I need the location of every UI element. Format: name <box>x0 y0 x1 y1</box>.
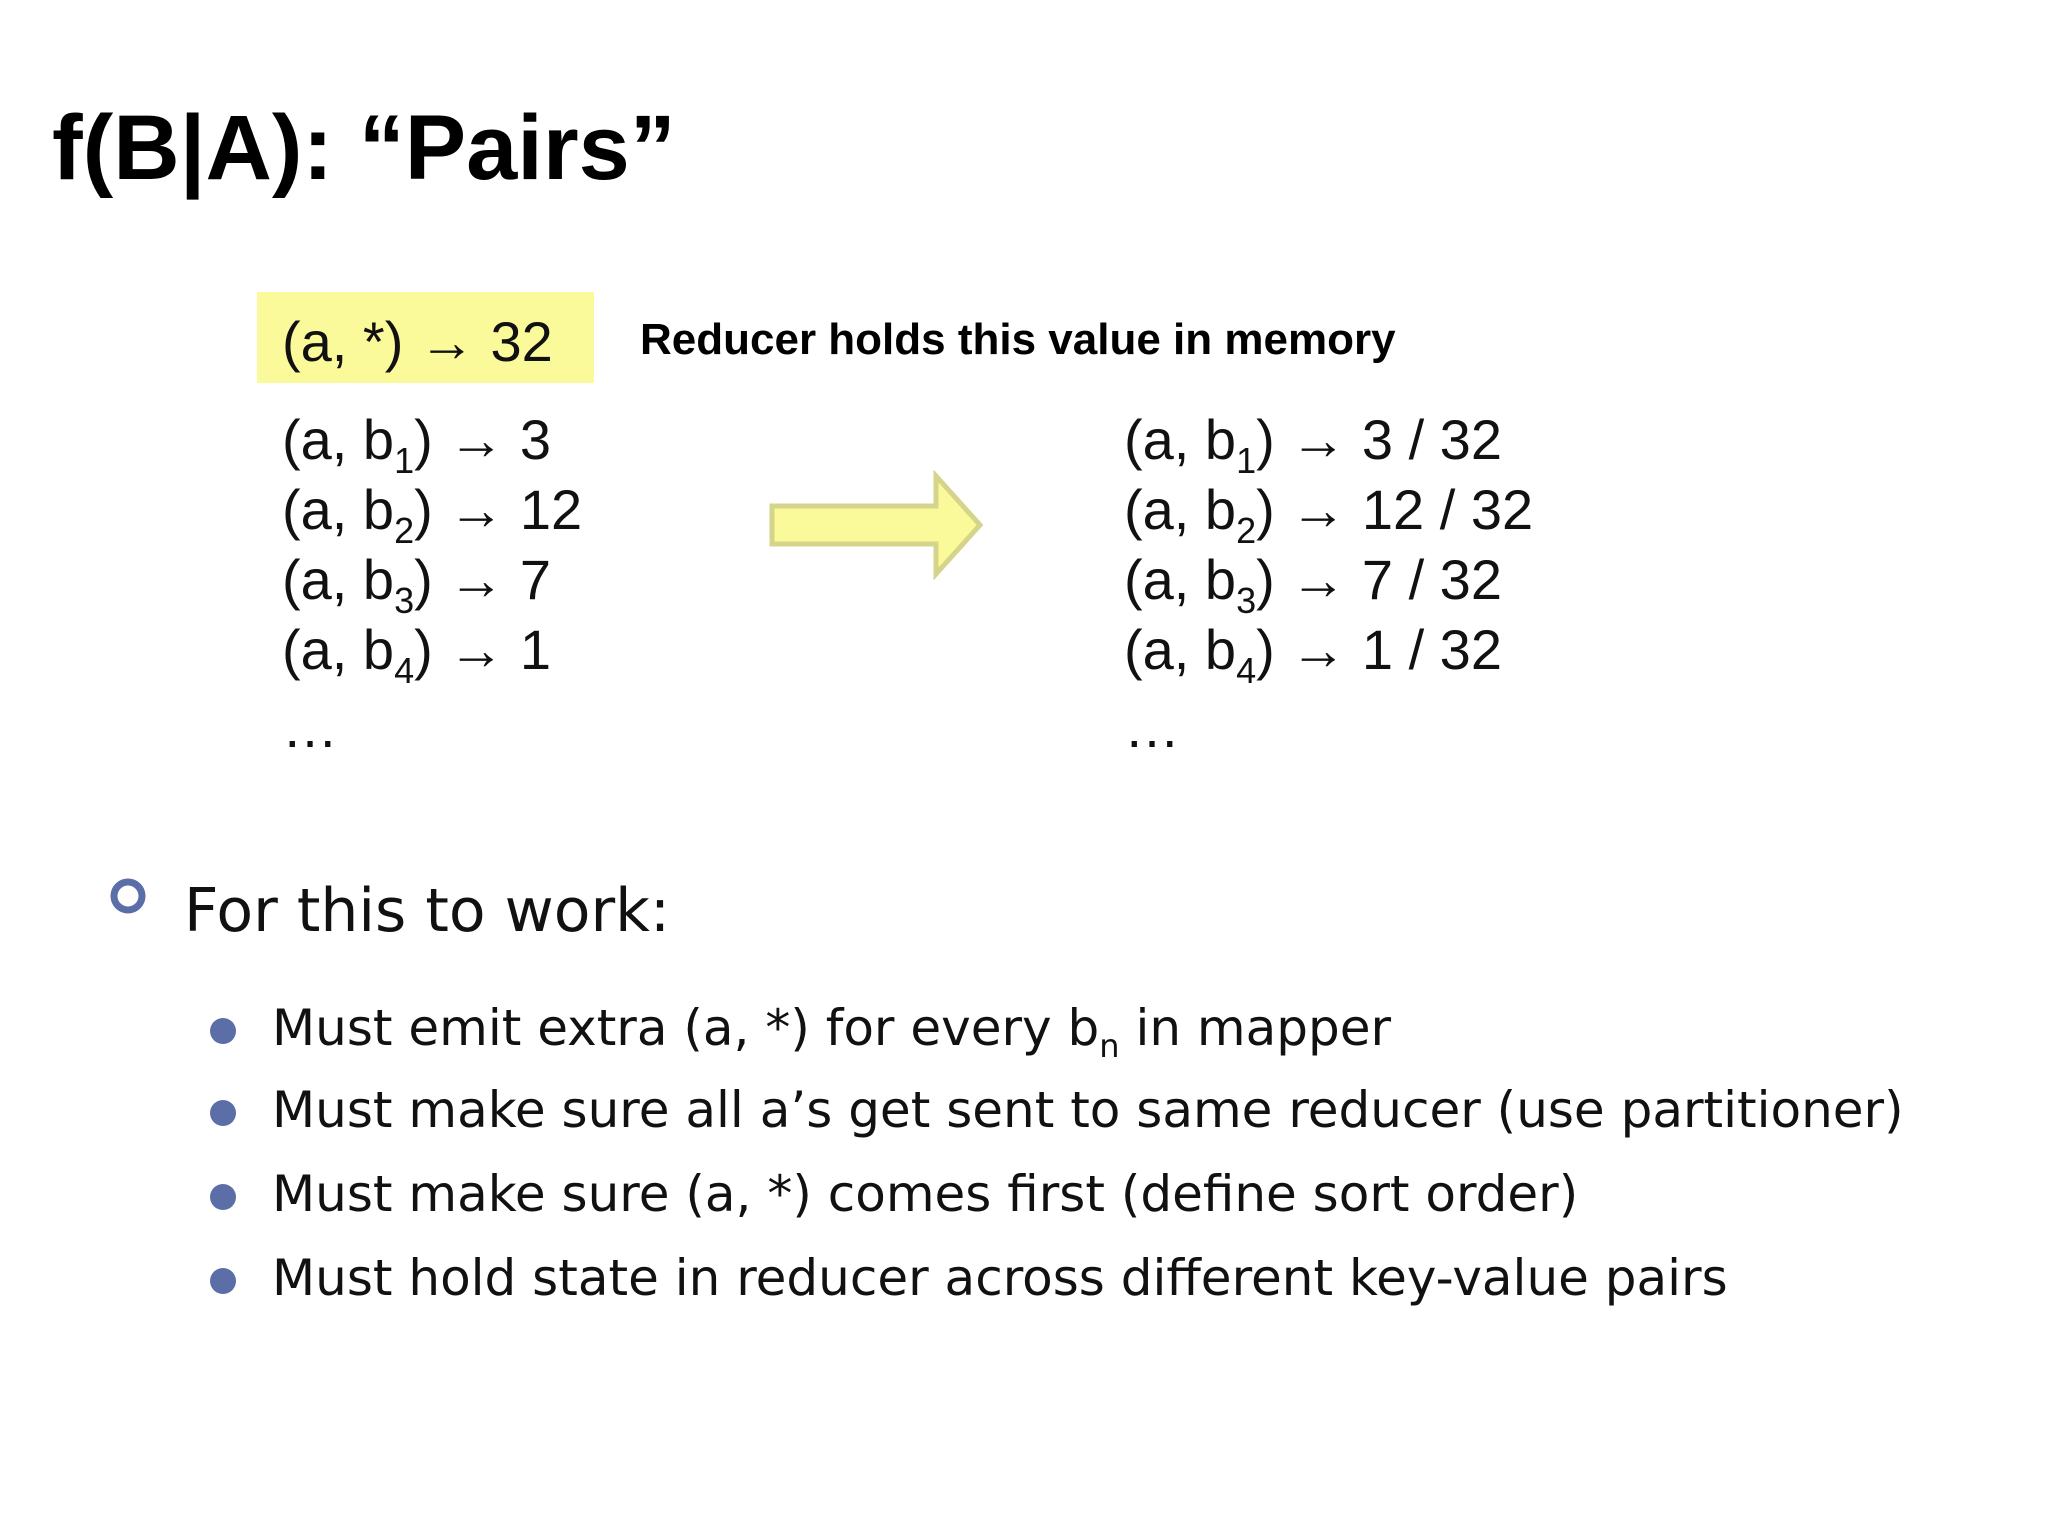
sub-bullet-2: Must make sure all a’s get sent to same reducer (use partitioner) <box>272 1081 1904 1139</box>
left-row-4: (a, $b_4) \to 1$ <box>282 618 552 691</box>
filled-dot-bullet-icon <box>210 1018 236 1044</box>
right-row-4: (a, $b_4) \to 1 / 32$ <box>1124 618 1502 691</box>
left-row-3: (a, $b_3) \to 7$ <box>282 548 552 621</box>
highlighted-total: (a, *) → 32 <box>282 310 553 373</box>
sub-bullet-4: Must hold state in reducer across different key-value pairs <box>272 1249 1728 1307</box>
sub-bullet-3: Must make sure (a, *) comes first (define sort order) <box>272 1165 1579 1223</box>
right-row-1: (a, $b_1) \to 3 / 32$ <box>1124 408 1502 481</box>
reducer-note: Reducer holds this value in memory <box>640 315 1396 364</box>
main-bullet-text: For this to work: <box>184 876 671 946</box>
filled-dot-bullet-icon <box>210 1100 236 1126</box>
right-row-2: (a, $b_2) \to 12 / 32$ <box>1124 478 1534 551</box>
left-row-2: (a, $b_2) \to 12$ <box>282 478 583 551</box>
left-row-1: (a, $b_1) \to 3$ <box>282 408 552 481</box>
right-ellipsis: … <box>1124 696 1186 759</box>
page-title: f(B|A): “Pairs” <box>52 97 676 199</box>
hollow-circle-bullet-icon <box>108 876 148 916</box>
right-arrow-icon <box>766 470 986 580</box>
sub-bullet-1: Must emit extra (a, *) for every $b_n$ in mapper <box>272 999 1392 1065</box>
right-row-3: (a, $b_3) \to 7 / 32$ <box>1124 548 1502 621</box>
left-ellipsis: … <box>282 696 344 759</box>
filled-dot-bullet-icon <box>210 1184 236 1210</box>
filled-dot-bullet-icon <box>210 1268 236 1294</box>
